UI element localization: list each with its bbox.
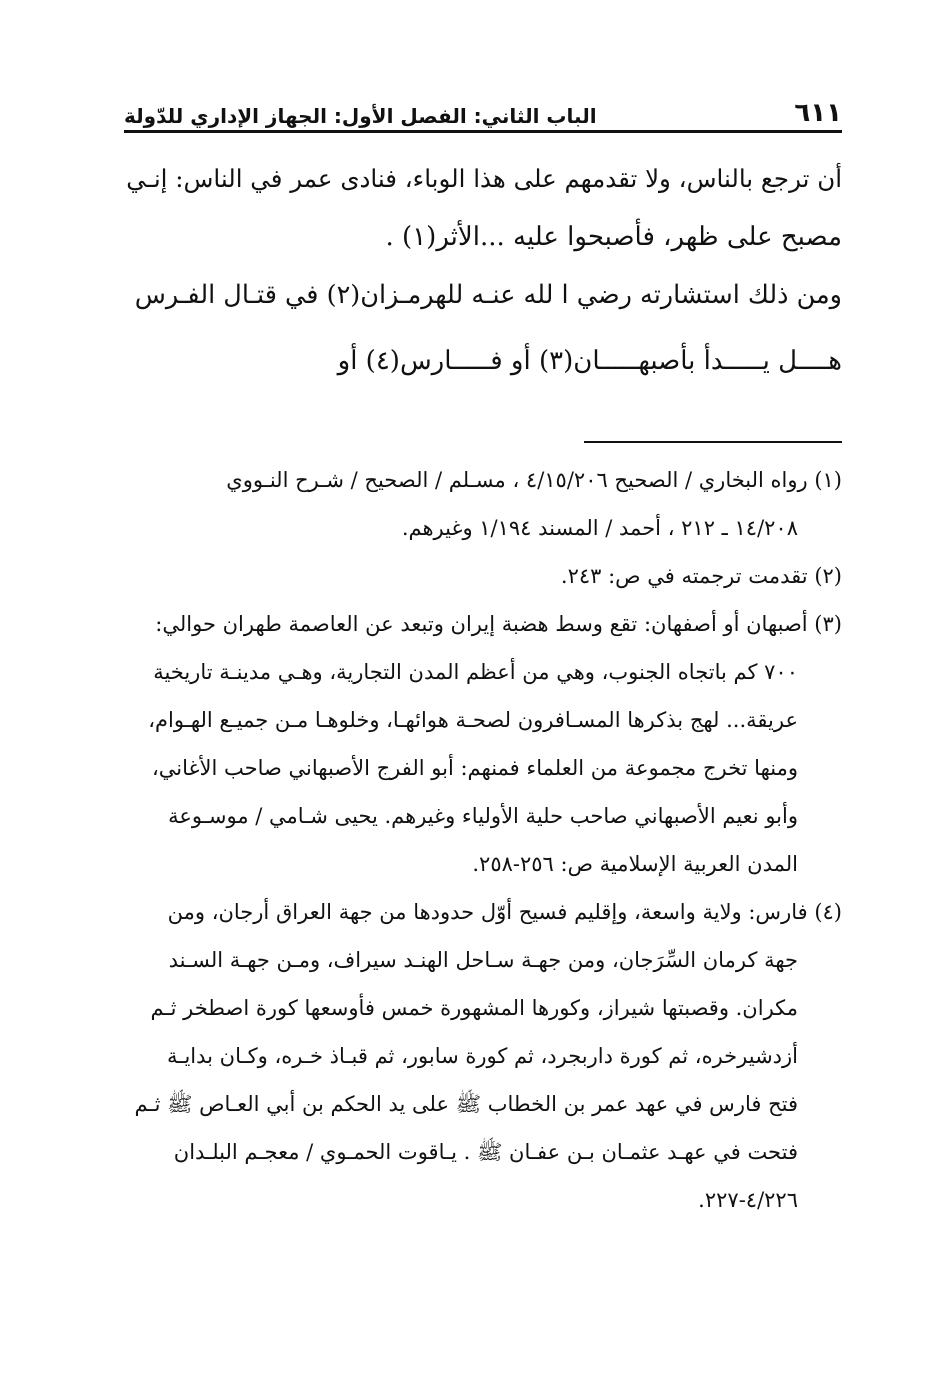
header-rule [124, 130, 842, 133]
footnote-line: مكران. وقصبتها شيراز، وكورها المشهورة خمس فأوسعها كورة اصطخر ثـم [150, 996, 798, 1020]
running-head: الباب الثاني: الفصل الأول: الجهاز الإداري للدّولة [124, 104, 597, 128]
footnote-line: (٢) تقدمت ترجمته في ص: ٢٤٣. [560, 564, 842, 588]
main-text-line: أن ترجع بالناس، ولا تقدمهم على هذا الوباء، فنادى عمر في الناس: إنـي [126, 164, 842, 193]
footnote-line: فتح فارس في عهد عمر بن الخطاب ﷺ على يد الحكم بن أبي العـاص ﷺ ثـم [134, 1092, 798, 1116]
footnotes [124, 456, 842, 1224]
footnote-line: (٤) فارس: ولاية واسعة، وإقليم فسيح أوّل حدودها من جهة العراق أرجان، ومن [167, 900, 842, 924]
footnote-line: ومنها تخرج مجموعة من العلماء فمنهم: أبو الفرج الأصبهاني صاحب الأغاني، [152, 756, 798, 780]
footnote-line: (١) رواه البخاري / الصحيح ٤/١٥/٢٠٦ ، مسـلم / الصحيح / شـرح النـووي [226, 468, 842, 492]
page-number: ٦١١ [794, 98, 842, 128]
page-header [124, 88, 842, 128]
footnote-line: جهة كرمان السِّرَجان، ومن جهـة سـاحل الهنـد سيراف، ومـن جهـة السـند [168, 948, 798, 972]
footnote-line: ٧٠٠ كم باتجاه الجنوب، وهي من أعظم المدن التجارية، وهـي مدينـة تاريخية [153, 660, 798, 684]
footnote-line: أزدشيرخره، ثم كورة داربجرد، ثم كورة سابور، ثم قبـاذ خـره، وكـان بدايـة [167, 1044, 798, 1068]
footnote-4 [124, 888, 842, 1224]
main-text-line: هــــل يـــــدأ بأصبهـــــان(٣) أو فـــــارس(٤) أو [337, 346, 842, 376]
footnote-separator [584, 441, 842, 443]
footnote-3 [124, 600, 842, 888]
footnote-line: المدن العربية الإسلامية ص: ٢٥٦-٢٥٨. [472, 852, 798, 876]
footnote-1 [124, 456, 842, 552]
main-text-line: ومن ذلك استشارته رضي ا لله عنـه للهرمـزان(٢) في قتـال الفـرس [134, 280, 842, 310]
footnote-line: فتحت في عهـد عثمـان بـن عفـان ﷺ . يـاقوت الحمـوي / معجـم البلـدان [173, 1140, 798, 1164]
footnote-line: ٤/٢٢٦-٢٢٧. [698, 1188, 798, 1212]
main-text [124, 150, 842, 390]
footnote-line: عريقة... لهج بذكرها المسـافرون لصحـة هوائهـا، وخلوهـا مـن جميـع الهـوام، [148, 708, 798, 732]
footnote-line: (٣) أصبهان أو أصفهان: تقع وسط هضبة إيران وتبعد عن العاصمة طهران حوالي: [155, 612, 842, 636]
footnote-line: وأبو نعيم الأصبهاني صاحب حلية الأولياء وغيرهم. يحيى شـامي / موسـوعة [168, 804, 798, 828]
footnote-line: ١٤/٢٠٨ ـ ٢١٢ ، أحمد / المسند ١/١٩٤ وغيرهم. [401, 516, 798, 540]
footnote-2 [124, 552, 842, 600]
main-text-line: مصبح على ظهر، فأصبحوا عليه ...الأثر(١) . [385, 222, 842, 252]
